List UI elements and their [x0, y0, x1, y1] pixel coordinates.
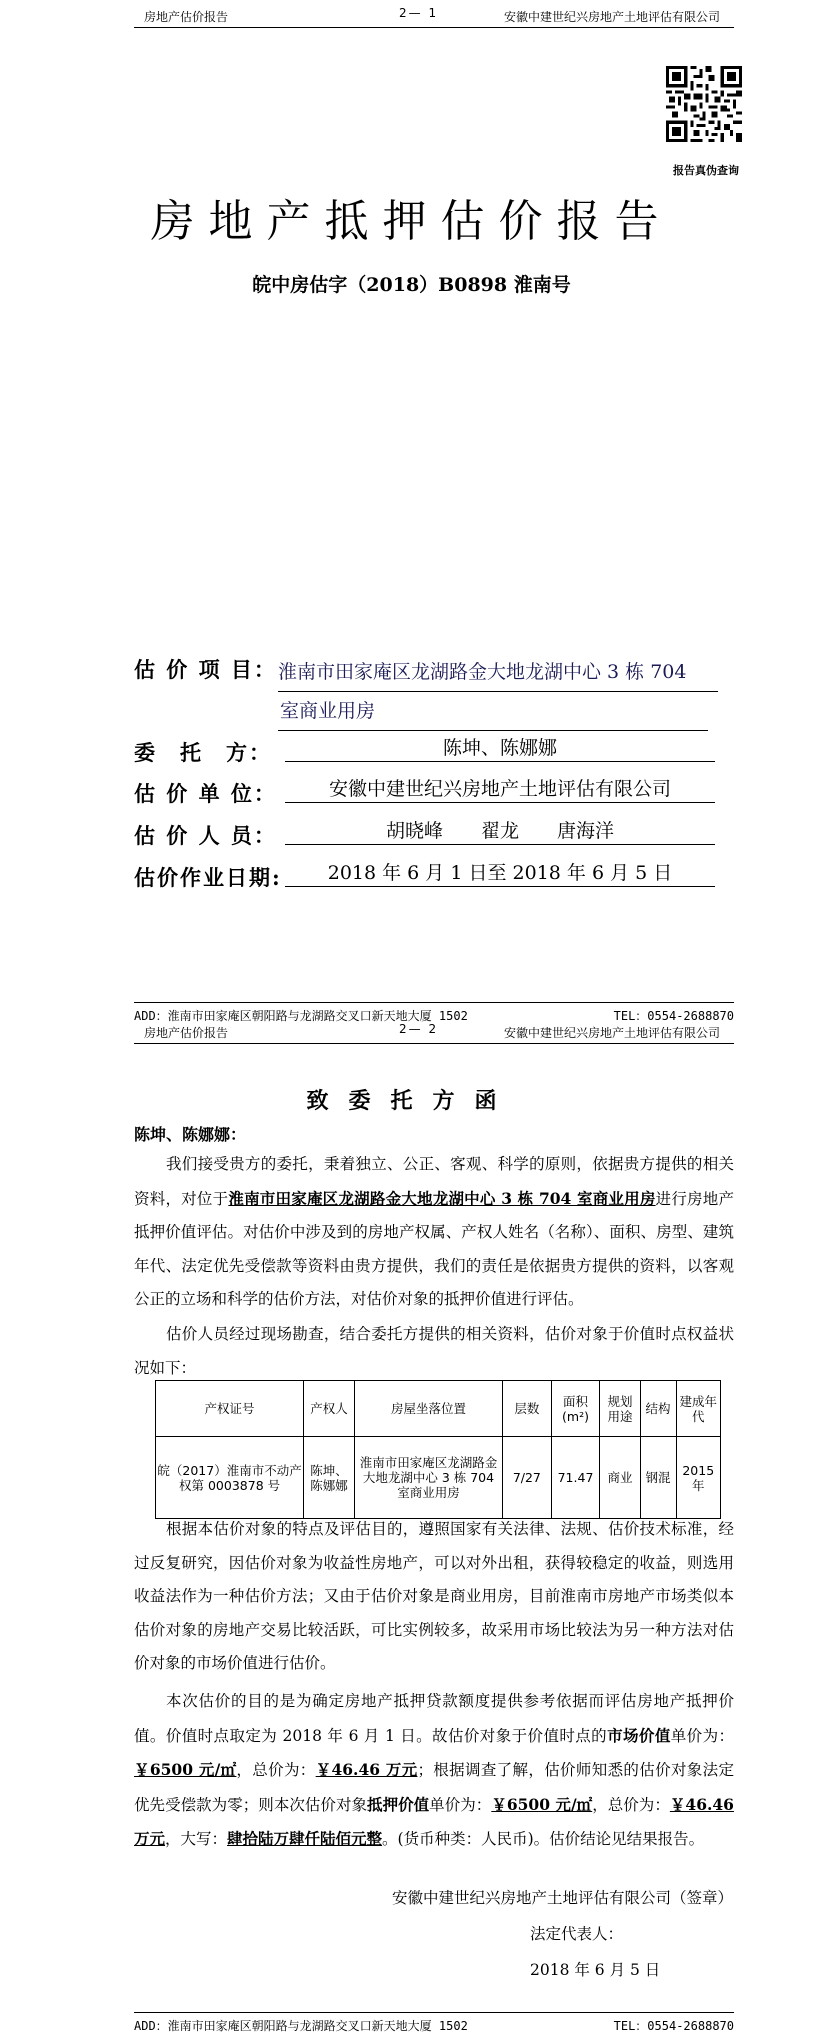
p4-text-i: 单价为： [429, 1795, 492, 1814]
th-structure: 结构 [640, 1381, 676, 1437]
td-usage: 商业 [600, 1437, 640, 1519]
value-project-line2: 室商业用房 [278, 692, 708, 731]
header-page-number: 2— 1 [399, 6, 439, 20]
value-project [278, 653, 733, 731]
value-date: 2018 年 6 月 1 日至 2018 年 6 月 5 日 [285, 859, 715, 887]
table-row [156, 1437, 721, 1519]
signature-company: 安徽中建世纪兴房地产土地评估有限公司（签章） [392, 1889, 734, 1907]
value-client: 陈坤、陈娜娜 [285, 734, 715, 762]
header-doc-type: 房地产估价报告 [144, 10, 229, 24]
th-cert-no: 产权证号 [156, 1381, 304, 1437]
p4-market-total-price: ￥46.46 万元 [315, 1760, 418, 1779]
td-floors: 7/27 [503, 1437, 552, 1519]
header-doc-type: 房地产估价报告 [144, 1026, 229, 1040]
td-area: 71.47 [551, 1437, 600, 1519]
p1-text-c: 进行房地产抵押价值评估。对估价中涉及到的房地产权属、产权人姓名（名称）、面积、房型、建筑年代、法定优先受偿款等资料由贵方提供，我们的责任是依据贵方提供的资料，以客观公正的立场和科学的估价方法，对估价对象的抵押价值进行评估。 [134, 1189, 734, 1308]
value-company: 安徽中建世纪兴房地产土地评估有限公司 [285, 775, 715, 803]
footer-phone: TEL：0554-2688870 [613, 1009, 734, 1023]
p4-mortgage-total-price: ￥46.46 万元 [134, 1794, 734, 1848]
th-location: 房屋坐落位置 [354, 1381, 502, 1437]
label-appraisers: 估 价 人 员： [134, 823, 277, 848]
th-year: 建成年代 [676, 1381, 720, 1437]
p4-market-value-label: 市场价值 [607, 1725, 671, 1745]
td-year: 2015 年 [676, 1437, 720, 1519]
p4-text-m: ，大写： [165, 1830, 228, 1848]
label-date: 估价作业日期: [134, 865, 282, 890]
p4-amount-in-words: 肆拾陆万肆仟陆佰元整 [227, 1829, 383, 1848]
p1-text-a: 我们接受贵方的委托，秉着独立、公正、客观、科学的原则，依据贵方提供的相关资料，对位于 [134, 1155, 734, 1208]
p4-text-c: 单价为： [670, 1726, 734, 1745]
p4-text-g: ；根据调查了解，估价师知悉的估价对象法定优先受偿款为零；则本次估价对象 [134, 1761, 734, 1814]
td-owner: 陈坤、陈娜娜 [304, 1437, 355, 1519]
p1-property-address: 淮南市田家庵区龙湖路金大地龙湖中心 3 栋 704 室商业用房 [228, 1188, 656, 1208]
footer-phone: TEL：0554-2688870 [613, 2019, 734, 2033]
letter-title: 致委托方函 [306, 1088, 517, 1114]
th-owner: 产权人 [304, 1381, 355, 1437]
page1-header [134, 4, 734, 28]
report-title: 房地产抵押估价报告 [150, 196, 673, 247]
p4-text-o: 。(货币种类：人民币)。估价结论见结果报告。 [382, 1830, 705, 1848]
footer-address: ADD：淮南市田家庵区朝阳路与龙湖路交叉口新天地大厦 1502 [134, 1009, 468, 1023]
header-company: 安徽中建世纪兴房地产土地评估有限公司 [503, 10, 720, 24]
p4-mortgage-value-label: 抵押价值 [367, 1794, 430, 1814]
th-usage: 规划用途 [600, 1381, 640, 1437]
letter-paragraph-2: 估价人员经过现场勘查，结合委托方提供的相关资料，估价对象于价值时点权益状况如下： [134, 1325, 734, 1377]
page2-header [134, 1020, 734, 1044]
page2-footer [134, 2012, 734, 2036]
header-page-number: 2— 2 [399, 1022, 439, 1036]
qr-caption: 报告真伪查询 [673, 164, 739, 177]
letter-paragraph-1 [134, 1148, 734, 1317]
label-project: 估 价 项 目： [134, 657, 277, 682]
letter-paragraph-4 [134, 1685, 734, 1857]
label-company: 估 价 单 位： [134, 781, 277, 806]
label-client: 委 托 方： [134, 740, 272, 765]
td-cert-no: 皖（2017）淮南市不动产权第 0003878 号 [156, 1437, 304, 1519]
td-structure: 钢混 [640, 1437, 676, 1519]
value-appraisers: 胡晓峰 翟龙 唐海洋 [285, 817, 715, 845]
report-number: 皖中房估字（2018）B0898 淮南号 [252, 274, 571, 296]
signature-legal-rep: 法定代表人： [530, 1925, 624, 1943]
p4-mortgage-unit-price: ￥6500 元/㎡ [491, 1794, 593, 1814]
qr-code-icon[interactable] [666, 66, 742, 142]
value-project-line1: 淮南市田家庵区龙湖路金大地龙湖中心 3 栋 704 [278, 653, 718, 692]
header-company: 安徽中建世纪兴房地产土地评估有限公司 [503, 1026, 720, 1040]
letter-paragraph-3: 根据本估价对象的特点及评估目的，遵照国家有关法律、法规、估价技术标准，经过反复研究，因估价对象为收益性房地产，可以对外出租，获得较稳定的收益，则选用收益法作为一种估价方法；又由于估价对象是商业用房，目前淮南市房地产市场类似本估价对象的房地产交易比较活跃，可比实例较多，故采用市场比较法为另一种方法对估价对象的市场价值进行估价。 [134, 1520, 734, 1672]
signature-date: 2018 年 6 月 5 日 [530, 1961, 661, 1979]
letter-salutation: 陈坤、陈娜娜： [134, 1125, 247, 1144]
th-floors: 层数 [503, 1381, 552, 1437]
th-area: 面积 (m²) [551, 1381, 600, 1437]
p4-text-k: ，总价为： [592, 1795, 670, 1814]
p4-text-e: ，总价为： [236, 1761, 316, 1779]
p4-market-unit-price: ￥6500 元/㎡ [134, 1760, 237, 1779]
table-header-row [156, 1381, 721, 1437]
footer-address: ADD：淮南市田家庵区朝阳路与龙湖路交叉口新天地大厦 1502 [134, 2019, 468, 2033]
property-table [155, 1380, 721, 1519]
p4-text-a: 本次估价的目的是为确定房地产抵押贷款额度提供参考依据而评估房地产抵押价值。价值时点取定为 2018 年 6 月 1 日。故估价对象于价值时点的 [134, 1692, 734, 1745]
td-location: 淮南市田家庵区龙湖路金大地龙湖中心 3 栋 704 室商业用房 [354, 1437, 502, 1519]
